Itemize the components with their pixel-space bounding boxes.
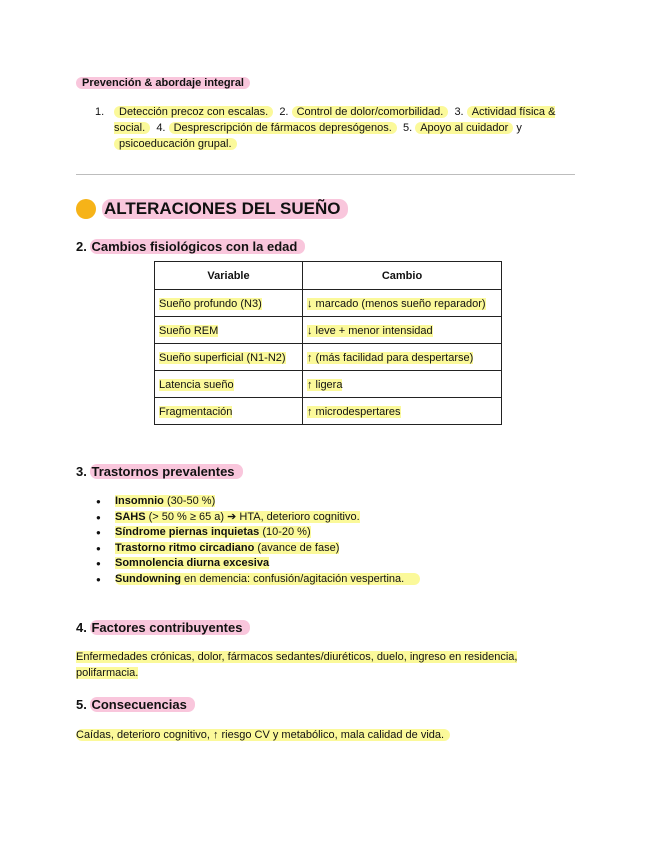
list-number: 2. xyxy=(279,106,289,118)
table-cell: Fragmentación xyxy=(155,398,303,425)
prevention-item-3: Actividad física & social. xyxy=(114,106,556,134)
section-title xyxy=(76,199,348,219)
list-item: ● Trastorno ritmo circadiano (avance de fase) xyxy=(96,541,420,557)
table-row xyxy=(155,290,502,317)
column-header-cambio: Cambio xyxy=(303,262,502,290)
prevention-item-5-connector: y xyxy=(516,122,522,134)
list-number: 1. xyxy=(95,106,105,118)
consequences-paragraph: Caídas, deterioro cognitivo, ↑ riesgo CV y metabólico, mala calidad de vida. xyxy=(76,727,576,743)
table-cell: Sueño profundo (N3) xyxy=(155,290,303,317)
list-item: ● SAHS (> 50 % ≥ 65 a) ➔ HTA, deterioro cognitivo. xyxy=(96,510,420,526)
prevention-item-5: Apoyo al cuidador xyxy=(415,122,513,134)
heading-number: 4. xyxy=(76,620,87,635)
table-cell: Latencia sueño xyxy=(155,371,303,398)
column-header-variable: Variable xyxy=(155,262,303,290)
heading-number: 3. xyxy=(76,464,87,479)
factors-heading xyxy=(76,620,250,635)
list-number: 4. xyxy=(156,122,166,134)
table-cell: ↓ marcado (menos sueño reparador) xyxy=(303,290,502,317)
disorders-list xyxy=(96,494,420,587)
list-item: ● Síndrome piernas inquietas (10-20 %) xyxy=(96,525,420,541)
prevention-item-2: Control de dolor/comorbilidad. xyxy=(292,106,449,118)
table-row xyxy=(155,317,502,344)
list-item: ● Insomnio (30-50 %) xyxy=(96,494,420,510)
list-number: 5. xyxy=(402,122,413,134)
heading-text: Cambios fisiológicos con la edad xyxy=(90,239,305,254)
prevention-list xyxy=(95,104,585,152)
table-row xyxy=(155,398,502,425)
table-row xyxy=(155,344,502,371)
prevention-item-5-tail: psicoeducación grupal. xyxy=(114,138,237,150)
list-item: ● Somnolencia diurna excesiva xyxy=(96,556,420,572)
consequences-heading xyxy=(76,697,195,712)
heading-number: 5. xyxy=(76,697,87,712)
table-row xyxy=(155,371,502,398)
yellow-circle-icon xyxy=(76,199,96,219)
table-cell: Sueño REM xyxy=(155,317,303,344)
section-title-text: ALTERACIONES DEL SUEÑO xyxy=(102,199,348,219)
list-number: 3. xyxy=(454,106,464,118)
heading-text: Trastornos prevalentes xyxy=(90,464,242,479)
prevention-items xyxy=(114,104,585,152)
changes-heading xyxy=(76,239,305,254)
disorders-heading xyxy=(76,464,243,479)
prevention-heading: Prevención & abordaje integral xyxy=(76,77,250,89)
table-cell: Sueño superficial (N1-N2) xyxy=(155,344,303,371)
heading-text: Factores contribuyentes xyxy=(90,620,250,635)
heading-number: 2. xyxy=(76,239,87,254)
sleep-changes-table xyxy=(154,261,502,425)
prevention-item-4: Desprescripción de fármacos depresógenos. xyxy=(169,122,397,134)
table-cell: ↑ (más facilidad para despertarse) xyxy=(303,344,502,371)
factors-paragraph: Enfermedades crónicas, dolor, fármacos sedantes/diuréticos, duelo, ingreso en residencia, polifarmacia. xyxy=(76,651,518,679)
prevention-item-1: Detección precoz con escalas. xyxy=(114,106,273,118)
table-cell: ↓ leve + menor intensidad xyxy=(303,317,502,344)
section-divider xyxy=(76,174,575,175)
list-item: ● Sundowning en demencia: confusión/agitación vespertina. xyxy=(96,572,420,588)
table-header-row xyxy=(155,262,502,290)
table-cell: ↑ ligera xyxy=(303,371,502,398)
heading-text: Consecuencias xyxy=(90,697,194,712)
table-cell: ↑ microdespertares xyxy=(303,398,502,425)
